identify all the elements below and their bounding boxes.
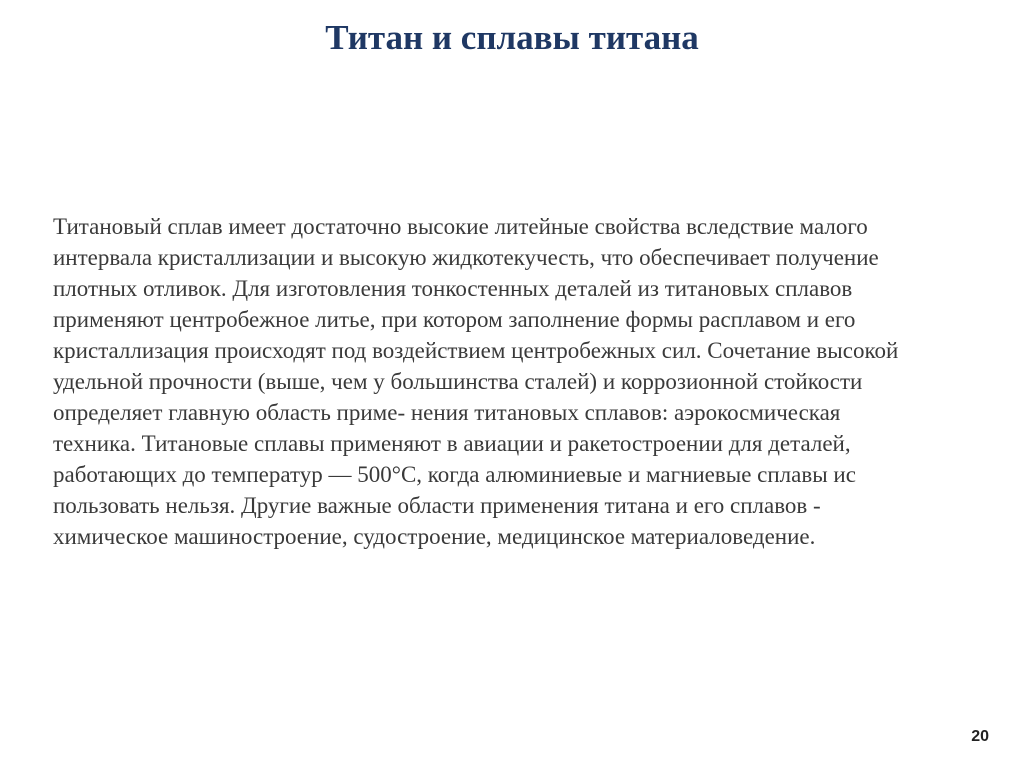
body-line: определяет главную область приме- нения титановых сплавов: аэрокосмическая [53, 400, 841, 425]
body-line: техника. Титановые сплавы применяют в авиации и ракетостроении для деталей, [53, 431, 851, 456]
slide-title: Титан и сплавы титана [325, 18, 699, 57]
body-line: плотных отливок. Для изготовления тонкостенных деталей из титановых сплавов [53, 276, 853, 301]
body-line: пользовать нельзя. Другие важные области применения титана и его сплавов - [53, 493, 821, 518]
page-number: 20 [971, 728, 989, 745]
body-line: удельной прочности (выше, чем у большинства сталей) и коррозионной стойкости [53, 369, 863, 394]
body-line: интервала кристаллизации и высокую жидкотекучесть, что обеспечивает получение [53, 245, 879, 270]
body-line: химическое машиностроение, судостроение, медицинское материаловедение. [53, 524, 816, 549]
body-paragraph [53, 211, 1013, 552]
body-line: Титановый сплав имеет достаточно высокие литейные свойства вследствие малого [53, 214, 868, 239]
body-line: кристаллизация происходят под воздействием центробежных сил. Сочетание высокой [53, 338, 899, 363]
body-line: работающих до температур — 500°С, когда алюминиевые и магниевые сплавы ис [53, 462, 856, 487]
body-line: применяют центробежное литье, при котором заполнение формы расплавом и его [53, 307, 856, 332]
